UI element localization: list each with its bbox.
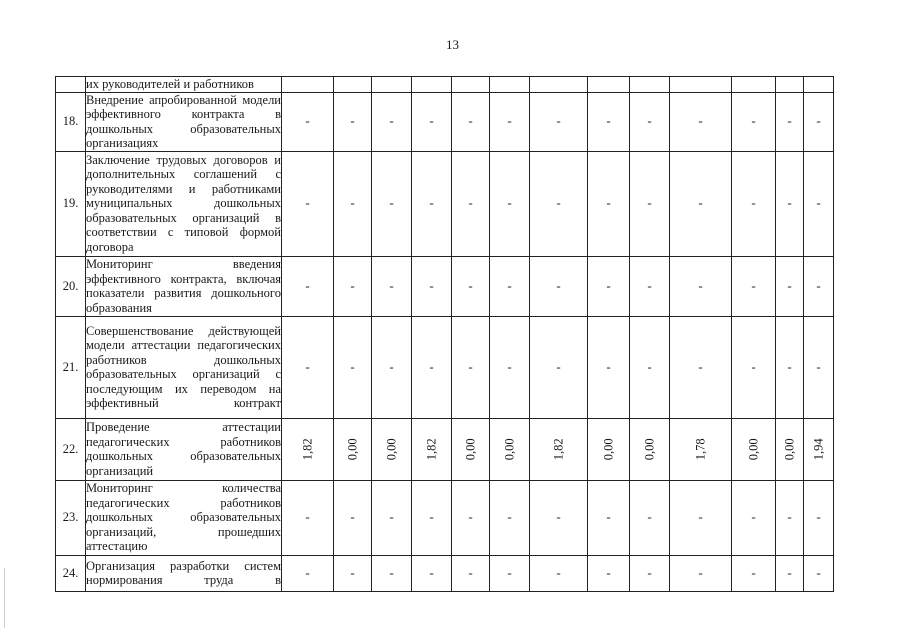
row-number: 19.	[56, 151, 86, 256]
value-cell	[452, 256, 490, 316]
value-dash: -	[305, 509, 310, 525]
value-dash: -	[816, 277, 821, 293]
row-description: Проведение аттестации педагогических работников дошкольных образовательных организаций	[86, 418, 282, 480]
value-cell	[776, 151, 804, 256]
value-number: 1,78	[693, 438, 708, 460]
table-row	[56, 256, 834, 316]
value-cell	[282, 555, 334, 591]
value-cell	[334, 256, 372, 316]
row-number: 18.	[56, 92, 86, 151]
value-cell	[776, 418, 804, 480]
value-dash: -	[606, 277, 611, 293]
value-cell	[372, 316, 412, 418]
value-cell	[490, 77, 530, 93]
value-cell	[372, 77, 412, 93]
row-number: 20.	[56, 256, 86, 316]
value-dash: -	[816, 509, 821, 525]
value-cell	[670, 256, 732, 316]
value-cell	[530, 418, 588, 480]
value-dash: -	[305, 564, 310, 580]
value-dash: -	[751, 195, 756, 211]
table-row	[56, 151, 834, 256]
value-dash: -	[468, 509, 473, 525]
value-dash: -	[647, 277, 652, 293]
value-cell	[776, 316, 804, 418]
value-cell	[490, 256, 530, 316]
row-description: их руководителей и работников	[86, 77, 282, 93]
value-dash: -	[787, 358, 792, 374]
value-cell	[670, 92, 732, 151]
value-dash: -	[429, 113, 434, 129]
value-cell	[372, 555, 412, 591]
value-cell	[282, 316, 334, 418]
value-dash: -	[698, 358, 703, 374]
value-cell	[452, 92, 490, 151]
value-dash: -	[389, 509, 394, 525]
value-cell	[490, 316, 530, 418]
value-dash: -	[468, 113, 473, 129]
value-dash: -	[389, 277, 394, 293]
value-cell	[588, 77, 630, 93]
value-cell	[732, 256, 776, 316]
value-dash: -	[556, 113, 561, 129]
value-dash: -	[305, 195, 310, 211]
value-dash: -	[606, 113, 611, 129]
value-cell	[334, 92, 372, 151]
value-dash: -	[698, 195, 703, 211]
value-cell	[452, 316, 490, 418]
value-cell	[452, 480, 490, 555]
value-cell	[282, 256, 334, 316]
value-dash: -	[468, 195, 473, 211]
value-cell	[776, 555, 804, 591]
value-dash: -	[429, 358, 434, 374]
value-cell	[334, 555, 372, 591]
value-dash: -	[556, 195, 561, 211]
value-dash: -	[468, 277, 473, 293]
value-cell	[334, 418, 372, 480]
row-number: 23.	[56, 480, 86, 555]
value-cell	[334, 151, 372, 256]
value-dash: -	[305, 113, 310, 129]
value-dash: -	[350, 277, 355, 293]
value-dash: -	[751, 509, 756, 525]
value-dash: -	[698, 113, 703, 129]
value-cell	[530, 256, 588, 316]
row-description: Внедрение апробированной модели эффективного контракта в дошкольных образовательных организациях	[86, 92, 281, 150]
value-cell	[282, 151, 334, 256]
value-dash: -	[507, 509, 512, 525]
value-cell	[452, 151, 490, 256]
row-description: Организация разработки систем нормирования труда в	[86, 555, 282, 591]
value-cell	[282, 77, 334, 93]
value-dash: -	[787, 509, 792, 525]
value-dash: -	[350, 113, 355, 129]
value-cell	[630, 316, 670, 418]
value-cell	[776, 77, 804, 93]
value-cell	[732, 316, 776, 418]
value-dash: -	[556, 277, 561, 293]
value-dash: -	[698, 564, 703, 580]
value-dash: -	[389, 113, 394, 129]
value-dash: -	[647, 113, 652, 129]
value-dash: -	[507, 564, 512, 580]
value-dash: -	[350, 358, 355, 374]
value-dash: -	[606, 195, 611, 211]
value-cell	[776, 92, 804, 151]
value-cell	[334, 77, 372, 93]
value-dash: -	[556, 509, 561, 525]
row-number	[56, 77, 86, 93]
value-cell	[804, 92, 834, 151]
value-number: 0,00	[746, 438, 761, 460]
table-row	[56, 555, 834, 591]
row-number: 22.	[56, 418, 86, 480]
value-cell	[630, 151, 670, 256]
value-dash: -	[751, 564, 756, 580]
value-dash: -	[468, 564, 473, 580]
row-number: 21.	[56, 316, 86, 418]
value-dash: -	[507, 195, 512, 211]
value-dash: -	[606, 358, 611, 374]
value-dash: -	[606, 564, 611, 580]
value-cell	[452, 555, 490, 591]
value-dash: -	[647, 564, 652, 580]
value-dash: -	[787, 113, 792, 129]
measures-table	[55, 76, 834, 592]
value-cell	[732, 480, 776, 555]
value-cell	[452, 77, 490, 93]
value-dash: -	[305, 277, 310, 293]
value-dash: -	[429, 509, 434, 525]
table-row	[56, 418, 834, 480]
value-cell	[490, 92, 530, 151]
value-cell	[282, 418, 334, 480]
value-number: 0,00	[782, 438, 797, 460]
value-dash: -	[647, 358, 652, 374]
value-cell	[412, 316, 452, 418]
table-row	[56, 480, 834, 555]
value-number: 0,00	[345, 438, 360, 460]
value-cell	[732, 92, 776, 151]
value-cell	[412, 418, 452, 480]
value-number: 1,82	[300, 438, 315, 460]
value-cell	[530, 92, 588, 151]
value-cell	[588, 555, 630, 591]
value-cell	[530, 316, 588, 418]
value-cell	[412, 555, 452, 591]
value-cell	[530, 480, 588, 555]
value-dash: -	[429, 277, 434, 293]
value-cell	[334, 316, 372, 418]
value-cell	[412, 480, 452, 555]
value-dash: -	[647, 509, 652, 525]
scan-margin-line	[4, 568, 5, 628]
value-dash: -	[350, 509, 355, 525]
value-dash: -	[507, 113, 512, 129]
value-dash: -	[507, 277, 512, 293]
value-cell	[804, 77, 834, 93]
value-number: 1,82	[424, 438, 439, 460]
value-dash: -	[787, 564, 792, 580]
value-dash: -	[816, 358, 821, 374]
value-cell	[588, 480, 630, 555]
value-cell	[670, 316, 732, 418]
value-cell	[670, 77, 732, 93]
value-cell	[804, 418, 834, 480]
value-dash: -	[751, 113, 756, 129]
value-cell	[588, 92, 630, 151]
value-dash: -	[698, 509, 703, 525]
value-cell	[670, 418, 732, 480]
value-dash: -	[350, 195, 355, 211]
value-dash: -	[350, 564, 355, 580]
value-cell	[588, 316, 630, 418]
value-cell	[282, 92, 334, 151]
value-cell	[588, 418, 630, 480]
value-cell	[732, 555, 776, 591]
value-dash: -	[816, 113, 821, 129]
value-cell	[776, 480, 804, 555]
value-dash: -	[389, 195, 394, 211]
value-cell	[412, 256, 452, 316]
value-cell	[804, 480, 834, 555]
value-cell	[630, 256, 670, 316]
value-dash: -	[389, 564, 394, 580]
value-cell	[804, 316, 834, 418]
value-dash: -	[556, 564, 561, 580]
value-dash: -	[305, 358, 310, 374]
table-row	[56, 316, 834, 418]
value-number: 0,00	[463, 438, 478, 460]
row-description: Заключение трудовых договоров и дополнительных соглашений с руководителями и работниками муниципальных дошкольных образовательных организаций в соответствии с типовой формой договора	[86, 151, 282, 256]
table-row	[56, 77, 834, 93]
value-cell	[670, 151, 732, 256]
value-dash: -	[751, 358, 756, 374]
value-cell	[372, 92, 412, 151]
value-cell	[334, 480, 372, 555]
value-cell	[530, 151, 588, 256]
value-cell	[588, 151, 630, 256]
value-dash: -	[507, 358, 512, 374]
page-number: 13	[446, 37, 459, 52]
row-description: Мониторинг количества педагогических работников дошкольных образовательных организаций, прошедших аттестацию	[86, 481, 281, 554]
value-cell	[490, 480, 530, 555]
value-cell	[452, 418, 490, 480]
value-dash: -	[816, 195, 821, 211]
value-cell	[732, 77, 776, 93]
value-dash: -	[556, 358, 561, 374]
value-cell	[732, 418, 776, 480]
value-cell	[776, 256, 804, 316]
value-cell	[670, 480, 732, 555]
value-cell	[630, 92, 670, 151]
value-cell	[630, 418, 670, 480]
value-dash: -	[816, 564, 821, 580]
value-cell	[670, 555, 732, 591]
value-number: 0,00	[502, 438, 517, 460]
value-cell	[530, 555, 588, 591]
value-cell	[630, 77, 670, 93]
value-dash: -	[751, 277, 756, 293]
value-cell	[732, 151, 776, 256]
value-dash: -	[606, 509, 611, 525]
value-number: 0,00	[384, 438, 399, 460]
value-cell	[804, 151, 834, 256]
row-description: Совершенствование действующей модели аттестации педагогических работников дошкольных образовательных организаций с последующим их переводом на эффективный контракт	[86, 316, 282, 418]
value-cell	[490, 151, 530, 256]
value-cell	[530, 77, 588, 93]
value-cell	[282, 480, 334, 555]
value-cell	[588, 256, 630, 316]
value-cell	[372, 418, 412, 480]
value-number: 0,00	[642, 438, 657, 460]
value-dash: -	[429, 195, 434, 211]
table-row	[56, 92, 834, 151]
value-cell	[630, 480, 670, 555]
value-dash: -	[389, 358, 394, 374]
value-cell	[372, 151, 412, 256]
row-description: Мониторинг введения эффективного контракта, включая показатели развития дошкольного образования	[86, 257, 281, 315]
value-dash: -	[429, 564, 434, 580]
value-cell	[804, 256, 834, 316]
value-dash: -	[787, 195, 792, 211]
value-dash: -	[468, 358, 473, 374]
value-number: 0,00	[601, 438, 616, 460]
value-cell	[490, 555, 530, 591]
row-number: 24.	[56, 555, 86, 591]
value-dash: -	[647, 195, 652, 211]
value-cell	[372, 256, 412, 316]
value-cell	[412, 77, 452, 93]
value-number: 1,94	[811, 438, 826, 460]
value-cell	[412, 151, 452, 256]
value-number: 1,82	[551, 438, 566, 460]
value-dash: -	[698, 277, 703, 293]
value-cell	[490, 418, 530, 480]
value-cell	[804, 555, 834, 591]
value-dash: -	[787, 277, 792, 293]
value-cell	[372, 480, 412, 555]
value-cell	[630, 555, 670, 591]
value-cell	[412, 92, 452, 151]
